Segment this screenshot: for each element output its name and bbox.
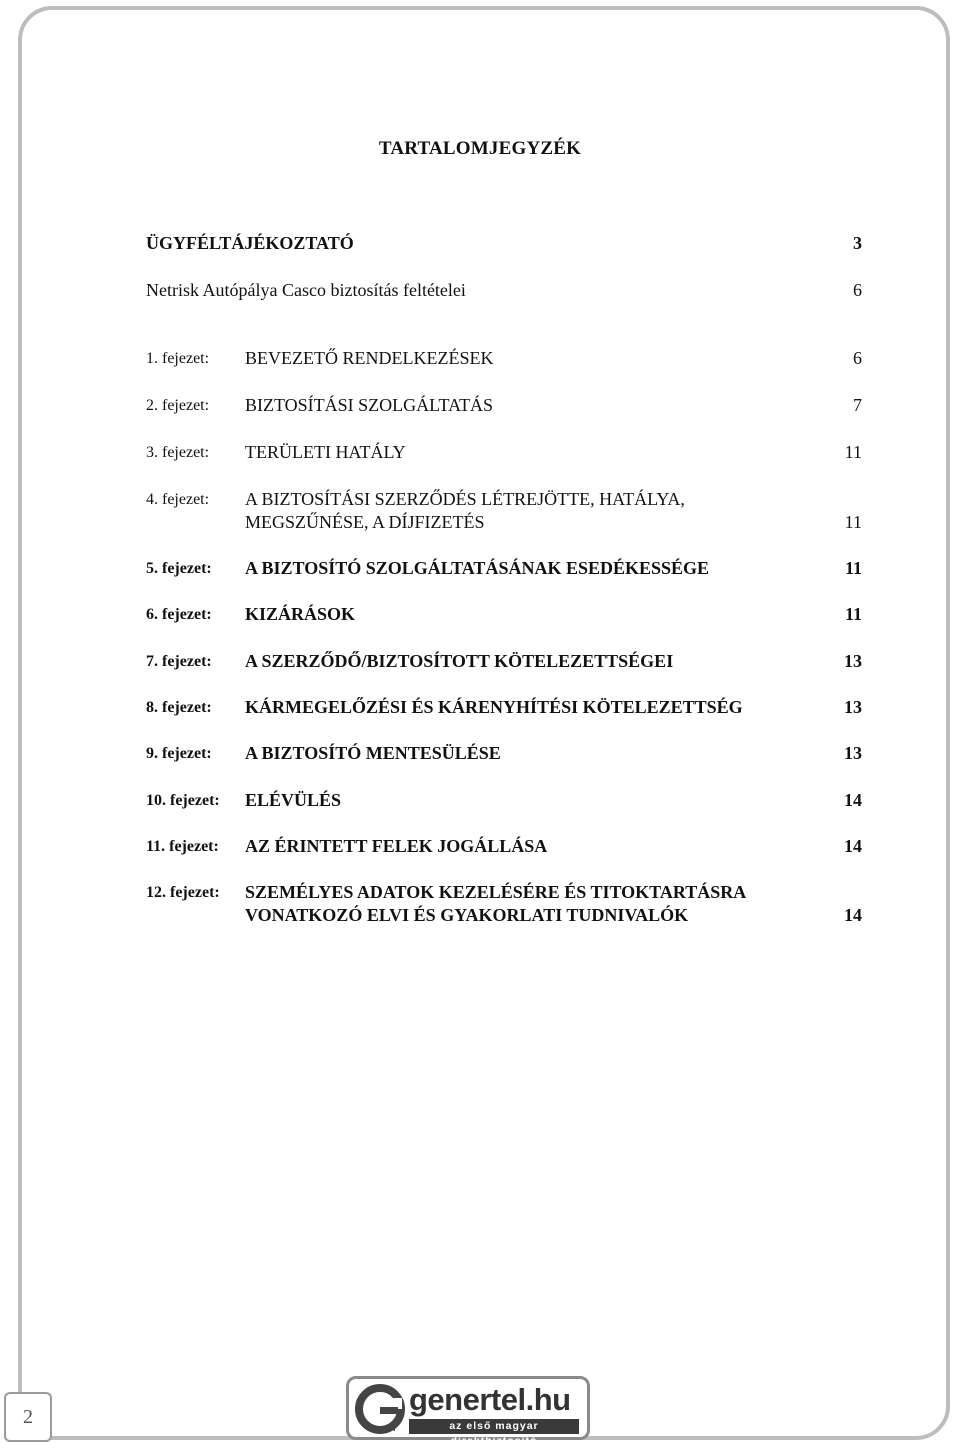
chapter-label: 10. fejezet: — [146, 792, 220, 809]
chapter-page: 14 — [844, 836, 862, 856]
toc-chapter-8[interactable] — [146, 696, 862, 719]
toc-chapter-5[interactable] — [146, 557, 862, 580]
toc-chapter-3[interactable] — [146, 441, 862, 464]
chapter-label: 5. fejezet: — [146, 560, 212, 577]
chapter-title: KIZÁRÁSOK — [245, 604, 356, 624]
chapter-page: 14 — [844, 790, 862, 810]
toc-chapter-10[interactable] — [146, 789, 862, 812]
toc-chapter-6[interactable] — [146, 603, 862, 626]
chapter-title: A BIZTOSÍTÓ SZOLGÁLTATÁSÁNAK ESEDÉKESSÉGE — [245, 558, 710, 578]
chapter-page: 13 — [844, 651, 862, 671]
chapter-title: KÁRMEGELŐZÉSI ÉS KÁRENYHÍTÉSI KÖTELEZETTSÉG — [245, 697, 743, 717]
chapter-label: 11. fejezet: — [146, 838, 219, 855]
toc-chapter-4[interactable] — [146, 488, 862, 534]
genertel-logo — [346, 1376, 590, 1447]
chapter-label: 1. fejezet: — [146, 350, 210, 367]
logo-name: genertel.hu — [409, 1382, 571, 1417]
chapter-page: 14 — [844, 905, 862, 925]
toc-title: TARTALOMJEGYZÉK — [378, 138, 582, 159]
toc-chapter-2[interactable] — [146, 394, 862, 417]
chapter-label: 8. fejezet: — [146, 699, 212, 716]
chapter-title — [245, 488, 805, 534]
toc-entry-text: Netrisk Autópálya Casco biztosítás feltételei — [146, 280, 466, 300]
page-frame — [18, 6, 950, 1440]
toc-entry-page: 6 — [853, 280, 862, 300]
chapter-title: ELÉVÜLÉS — [245, 790, 342, 810]
chapter-title-line: MEGSZŰNÉSE, A DÍJFIZETÉS — [245, 512, 485, 532]
chapter-page: 11 — [844, 442, 862, 462]
toc-chapter-9[interactable] — [146, 742, 862, 765]
chapter-page: 11 — [844, 512, 862, 532]
chapter-page: 13 — [844, 743, 862, 763]
chapter-page: 7 — [853, 395, 862, 415]
toc-entry-page: 3 — [853, 233, 862, 253]
chapter-title: BIZTOSÍTÁSI SZOLGÁLTATÁS — [245, 395, 494, 415]
chapter-title — [245, 881, 805, 927]
chapter-page: 11 — [844, 604, 862, 624]
logo-tagline: az első magyar direktbiztosító — [409, 1419, 579, 1434]
toc-chapter-11[interactable] — [146, 835, 862, 858]
chapter-page: 13 — [844, 697, 862, 717]
chapter-title: A BIZTOSÍTÓ MENTESÜLÉSE — [245, 743, 501, 763]
chapter-label: 9. fejezet: — [146, 745, 212, 762]
chapter-title: A SZERZŐDŐ/BIZTOSÍTOTT KÖTELEZETTSÉGEI — [245, 651, 674, 671]
chapter-page: 6 — [853, 348, 862, 368]
toc-entry-text: ÜGYFÉLTÁJÉKOZTATÓ — [146, 233, 354, 253]
chapter-label: 2. fejezet: — [146, 397, 210, 414]
chapter-label: 12. fejezet: — [146, 884, 220, 901]
chapter-title-line: A BIZTOSÍTÁSI SZERZŐDÉS LÉTREJÖTTE, HATÁLYA, — [245, 489, 685, 509]
toc-chapter-12[interactable] — [146, 881, 862, 927]
chapter-label: 4. fejezet: — [146, 491, 210, 508]
chapter-label: 6. fejezet: — [146, 606, 212, 623]
chapter-title: BEVEZETŐ RENDELKEZÉSEK — [245, 348, 494, 368]
chapter-title-line: SZEMÉLYES ADATOK KEZELÉSÉRE ÉS TITOKTARTÁSRA — [245, 882, 747, 902]
chapter-label: 7. fejezet: — [146, 653, 212, 670]
logo-mark-text: tel — [385, 1423, 396, 1433]
chapter-title-line: VONATKOZÓ ELVI ÉS GYAKORLATI TUDNIVALÓK — [245, 905, 689, 925]
chapter-page: 11 — [844, 558, 862, 578]
chapter-title: TERÜLETI HATÁLY — [245, 442, 406, 462]
page-number: 2 — [4, 1392, 52, 1442]
chapter-label: 3. fejezet: — [146, 444, 210, 461]
toc-chapter-1[interactable] — [146, 347, 862, 370]
toc-chapter-7[interactable] — [146, 650, 862, 673]
genertel-g-icon — [355, 1384, 405, 1434]
chapter-title: AZ ÉRINTETT FELEK JOGÁLLÁSA — [245, 836, 548, 856]
